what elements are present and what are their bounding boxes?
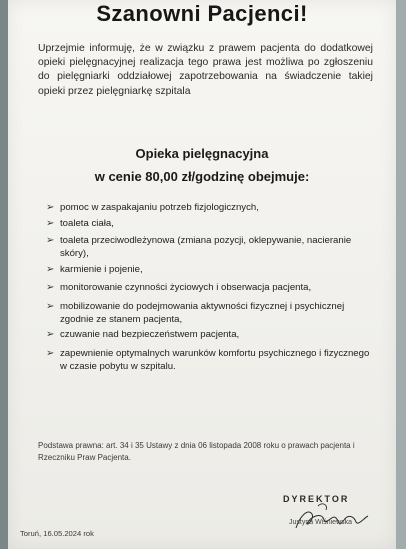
list-item-text: pomoc w zaspakajaniu potrzeb fizjologicznych,: [60, 202, 259, 213]
background-right: [396, 0, 406, 549]
arrow-bullet-icon: ➢: [46, 202, 55, 213]
background-left: [0, 0, 8, 549]
intro-paragraph: Uprzejmie informuję, że w związku z prawem pacjenta do dodatkowej opieki pielęgnacyjnej realizacja tego prawa jest możliwa po zgłoszeniu do pielęgniarki oddziałowej zapotrzebowania na świadczenie takiej opieki przez pielęgniarkę szpitala: [38, 43, 373, 97]
issue-date: Toruń, 16.05.2024 rok: [20, 529, 94, 538]
arrow-bullet-icon: ➢: [46, 264, 55, 275]
director-label: DYREKTOR: [283, 494, 350, 504]
arrow-bullet-icon: ➢: [46, 282, 55, 293]
list-item-text: mobilizowanie do podejmowania aktywności fizycznej i psychicznej zgodnie ze stanem pacjenta,: [60, 301, 345, 325]
signature-icon: [278, 498, 378, 534]
notice-title: Szanowni Pacjenci!: [96, 1, 308, 26]
arrow-bullet-icon: ➢: [46, 301, 55, 312]
list-item-text: czuwanie nad bezpieczeństwem pacjenta,: [60, 329, 240, 340]
subtitle-line-2: w cenie 80,00 zł/godzinę obejmuje:: [94, 169, 310, 184]
arrow-bullet-icon: ➢: [46, 218, 55, 229]
list-item-text: karmienie i pojenie,: [60, 264, 143, 275]
notice-sheet: [8, 0, 396, 549]
arrow-bullet-icon: ➢: [46, 348, 55, 359]
list-item-text: zapewnienie optymalnych warunków komfortu psychicznego i fizycznego w czasie pobytu w szpitalu.: [60, 348, 370, 372]
legal-basis: Podstawa prawna: art. 34 i 35 Ustawy z dnia 06 listopada 2008 roku o prawach pacjenta i Rzeczniku Praw Pacjenta.: [38, 441, 355, 462]
arrow-bullet-icon: ➢: [46, 235, 55, 246]
subtitle-line-1: Opieka pielęgnacyjna: [135, 146, 269, 161]
list-item-text: toaleta ciała,: [60, 218, 114, 229]
list-item-text: toaleta przeciwodleżynowa (zmiana pozycji, oklepywanie, nacieranie skóry),: [60, 235, 352, 259]
list-item-text: monitorowanie czynności życiowych i obserwacja pacjenta,: [60, 282, 312, 293]
director-name: Justyna Wiśniewska: [289, 519, 353, 526]
arrow-bullet-icon: ➢: [46, 329, 55, 340]
